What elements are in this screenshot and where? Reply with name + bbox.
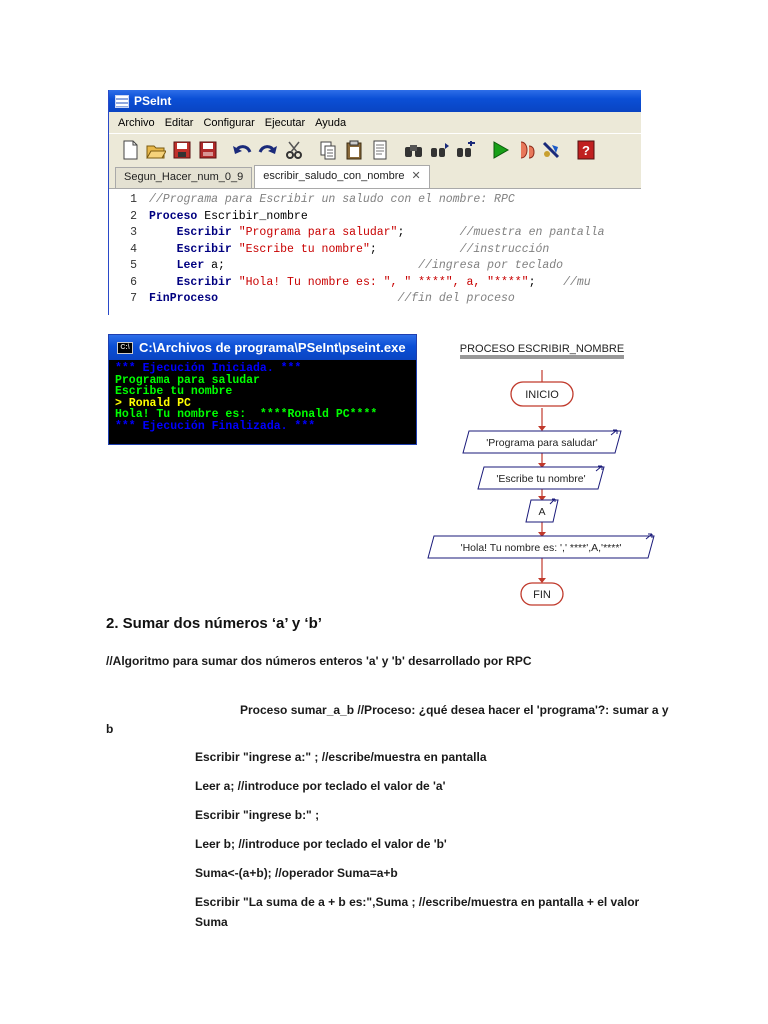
console-line: Programa para saludar bbox=[115, 373, 260, 387]
code-keyword: FinProceso bbox=[149, 292, 219, 305]
line-number: 1 bbox=[130, 193, 137, 206]
code-line[interactable] bbox=[109, 225, 641, 242]
line-number: 6 bbox=[130, 275, 137, 289]
tab-segun-hacer[interactable] bbox=[115, 167, 252, 188]
flowchart-title: PROCESO ESCRIBIR_NOMBRE bbox=[459, 343, 625, 355]
app-icon bbox=[115, 95, 129, 108]
line-number: 7 bbox=[130, 292, 137, 305]
svg-text:?: ? bbox=[582, 143, 590, 158]
code-indent bbox=[149, 275, 177, 292]
new-icon[interactable] bbox=[119, 139, 141, 161]
section-heading: 2. Sumar dos números ‘a’ y ‘b’ bbox=[106, 615, 322, 632]
code-line-6-wrap: Suma bbox=[195, 915, 228, 929]
console-title-bar[interactable] bbox=[109, 335, 416, 360]
console-line: Hola! Tu nombre es: ****Ronald PC**** bbox=[115, 408, 378, 421]
title-bar[interactable] bbox=[109, 90, 641, 112]
code-line[interactable] bbox=[109, 192, 641, 209]
step-icon[interactable] bbox=[515, 139, 537, 161]
code-line[interactable] bbox=[109, 275, 641, 292]
flowchart bbox=[420, 336, 670, 608]
start-label: INICIO bbox=[525, 389, 559, 401]
algorithm-comment: //Algoritmo para sumar dos números enteros 'a' y 'b' desarrollado por RPC bbox=[106, 654, 532, 668]
code-comment: //Programa para Escribir un saludo con el nombre: RPC bbox=[149, 193, 515, 206]
code-line[interactable] bbox=[109, 291, 641, 308]
code-line-6: Escribir "La suma de a + b es:",Suma ; //escribe/muestra en pantalla + el valor bbox=[195, 895, 640, 909]
run-icon[interactable] bbox=[489, 139, 511, 161]
menu-editar[interactable]: Editar bbox=[164, 116, 194, 129]
menu-ayuda[interactable]: Ayuda bbox=[315, 116, 347, 129]
tab-escribir-saludo[interactable] bbox=[254, 165, 429, 188]
notes-icon[interactable] bbox=[369, 139, 391, 161]
proceso-line: Proceso sumar_a_b //Proceso: ¿qué desea hacer el 'programa'?: sumar a y bbox=[240, 703, 669, 717]
cut-icon[interactable] bbox=[283, 139, 305, 161]
line-number: 4 bbox=[130, 242, 137, 256]
proceso-wrap: b bbox=[106, 722, 114, 736]
code-keyword: Leer bbox=[176, 259, 205, 272]
paste-icon[interactable] bbox=[343, 139, 365, 161]
console-line: > Ronald PC bbox=[115, 396, 191, 410]
output-label-1: 'Programa para saludar' bbox=[486, 437, 598, 449]
code-line-3: Escribir "ingrese b:" ; bbox=[195, 808, 320, 822]
debug-icon[interactable] bbox=[541, 139, 563, 161]
code-line[interactable] bbox=[109, 209, 641, 226]
line-number: 5 bbox=[130, 259, 137, 272]
console-line: Escribe tu nombre bbox=[115, 385, 233, 398]
code-keyword: Escribir bbox=[176, 226, 232, 239]
open-icon[interactable] bbox=[145, 139, 167, 161]
code-text: ; bbox=[369, 242, 460, 256]
code-comment: //muestra en pantalla bbox=[459, 226, 605, 239]
output-label-2: 'Escribe tu nombre' bbox=[496, 473, 586, 485]
window-title: PSeInt bbox=[134, 94, 172, 108]
menu-archivo[interactable]: Archivo bbox=[118, 116, 155, 129]
menu-bar bbox=[109, 112, 641, 133]
code-indent bbox=[149, 225, 177, 242]
code-string: "Programa para saludar" bbox=[231, 226, 398, 239]
code-indent bbox=[149, 258, 177, 275]
menu-configurar[interactable]: Configurar bbox=[203, 116, 255, 129]
code-comment: //mu bbox=[563, 275, 591, 289]
console-window bbox=[108, 334, 417, 445]
pseint-window bbox=[108, 90, 641, 315]
console-icon: C:\ bbox=[117, 342, 133, 354]
code-keyword: Escribir bbox=[176, 275, 232, 289]
code-string: "Escribe tu nombre" bbox=[231, 242, 370, 256]
code-editor[interactable] bbox=[109, 189, 641, 308]
menu-ejecutar[interactable]: Ejecutar bbox=[264, 116, 306, 129]
help-icon[interactable] bbox=[575, 139, 597, 161]
code-text: ; bbox=[528, 275, 564, 289]
code-comment: //ingresa por teclado bbox=[418, 259, 564, 272]
code-indent bbox=[149, 242, 177, 259]
code-string: "Hola! Tu nombre es: ", " ****", a, "****" bbox=[231, 275, 529, 289]
replace-icon[interactable] bbox=[455, 139, 477, 161]
code-line-5: Suma<-(a+b); //operador Suma=a+b bbox=[195, 866, 398, 880]
find-icon[interactable] bbox=[403, 139, 425, 161]
code-text bbox=[218, 291, 397, 308]
code-line[interactable] bbox=[109, 242, 641, 259]
code-line-1: Escribir "ingrese a:" ; //escribe/muestra en pantalla bbox=[195, 750, 487, 764]
tab-strip bbox=[109, 166, 641, 189]
output-label-3: 'Hola! Tu nombre es: ',' ****',A,'****' bbox=[460, 542, 622, 554]
code-text: ; bbox=[397, 226, 460, 239]
code-comment: //fin del proceso bbox=[397, 292, 515, 305]
console-title: C:\Archivos de programa\PSeInt\pseint.exe bbox=[139, 340, 406, 355]
console-line: *** Ejecución Iniciada. *** bbox=[115, 362, 302, 375]
tab-label: Segun_Hacer_num_0_9 bbox=[124, 171, 244, 183]
line-number: 2 bbox=[130, 209, 137, 223]
line-number: 3 bbox=[130, 226, 137, 239]
console-line: *** Ejecución Finalizada. *** bbox=[115, 419, 316, 433]
code-line[interactable] bbox=[109, 258, 641, 275]
code-line-2: Leer a; //introduce por teclado el valor de 'a' bbox=[195, 779, 446, 793]
tab-label: escribir_saludo_con_nombre bbox=[263, 170, 405, 182]
console-output bbox=[109, 360, 416, 432]
save-as-icon[interactable] bbox=[197, 139, 219, 161]
code-keyword: Proceso bbox=[149, 209, 198, 223]
toolbar bbox=[109, 133, 641, 166]
close-icon[interactable]: ✕ bbox=[411, 170, 421, 182]
input-label: A bbox=[538, 506, 546, 518]
undo-icon[interactable] bbox=[231, 139, 253, 161]
save-icon[interactable] bbox=[171, 139, 193, 161]
code-line-4: Leer b; //introduce por teclado el valor de 'b' bbox=[195, 837, 447, 851]
code-text: a; bbox=[204, 259, 419, 272]
copy-icon[interactable] bbox=[317, 139, 339, 161]
code-comment: //instrucción bbox=[459, 242, 550, 256]
code-text: Escribir_nombre bbox=[197, 209, 308, 223]
end-label: FIN bbox=[533, 589, 551, 601]
redo-icon[interactable] bbox=[257, 139, 279, 161]
find-next-icon[interactable] bbox=[429, 139, 451, 161]
code-keyword: Escribir bbox=[176, 242, 232, 256]
